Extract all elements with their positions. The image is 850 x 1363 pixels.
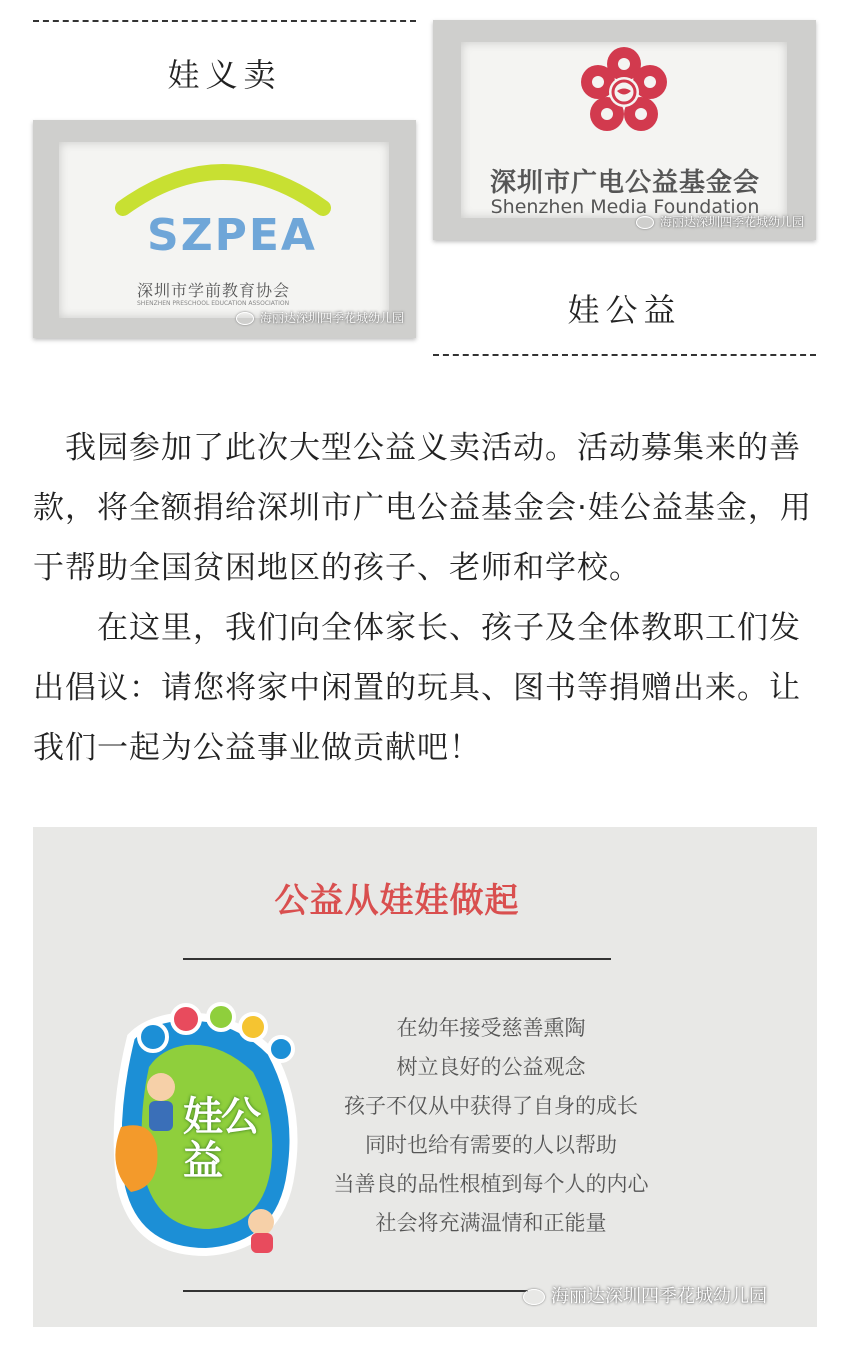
banner-top-rule <box>183 958 611 960</box>
watermark-text: 海丽达深圳四季花城幼儿园 <box>659 215 804 229</box>
banner-line: 孩子不仅从中获得了自身的成长 <box>344 1094 638 1118</box>
wechat-icon <box>523 1289 545 1305</box>
foundation-sub-caption: Shenzhen Media Foundation <box>490 196 760 218</box>
watermark-text: 海丽达深圳四季花城幼儿园 <box>551 1286 767 1307</box>
top-right-divider <box>433 354 816 356</box>
flower-logo-icon <box>576 44 672 140</box>
media-foundation-panel <box>461 42 787 218</box>
foundation-caption: 深圳市广电公益基金会 <box>489 168 760 198</box>
label-wa-gongyi: 娃公益 <box>567 291 682 329</box>
label-wa-yimai: 娃义卖 <box>167 56 282 94</box>
banner-bottom-rule <box>183 1290 528 1292</box>
banner-line: 同时也给有需要的人以帮助 <box>365 1133 617 1157</box>
wechat-icon <box>236 312 254 325</box>
wechat-icon <box>636 216 654 229</box>
szpea-logo-panel <box>59 142 389 318</box>
banner-line: 当善良的品性根植到每个人的内心 <box>333 1172 649 1196</box>
banner-line: 社会将充满温情和正能量 <box>375 1211 607 1235</box>
szpea-sub-caption: SHENZHEN PRESCHOOL EDUCATION ASSOCIATION <box>137 300 290 307</box>
media-foundation-card <box>433 20 816 240</box>
banner-line: 树立良好的公益观念 <box>396 1055 586 1079</box>
paragraph-2: 在这里，我们向全体家长、孩子及全体教职工们发出倡议：请您将家中闲置的玩具、图书等捐赠出来。让我们一起为公益事业做贡献吧！ <box>33 610 801 766</box>
szpea-letters: SZPEA <box>147 210 317 261</box>
article-body <box>33 418 817 778</box>
charity-banner <box>33 827 817 1327</box>
top-left-divider <box>33 20 416 22</box>
banner-title: 公益从娃娃做起 <box>274 881 520 921</box>
right-watermark <box>636 213 804 230</box>
left-watermark <box>236 309 404 326</box>
paragraph-1: 我园参加了此次大型公益义卖活动。活动募集来的善款，将全额捐给深圳市广电公益基金会·娃公益基金，用于帮助全国贫困地区的孩子、老师和学校。 <box>33 430 812 586</box>
badge-text: 娃公益 <box>183 1094 259 1184</box>
banner-watermark <box>523 1282 767 1308</box>
szpea-caption: 深圳市学前教育协会 <box>137 281 291 300</box>
szpea-logo-card <box>33 120 416 338</box>
watermark-text: 海丽达深圳四季花城幼儿园 <box>259 311 404 325</box>
banner-lines <box>301 1009 681 1243</box>
banner-line: 在幼年接受慈善熏陶 <box>396 1016 586 1040</box>
